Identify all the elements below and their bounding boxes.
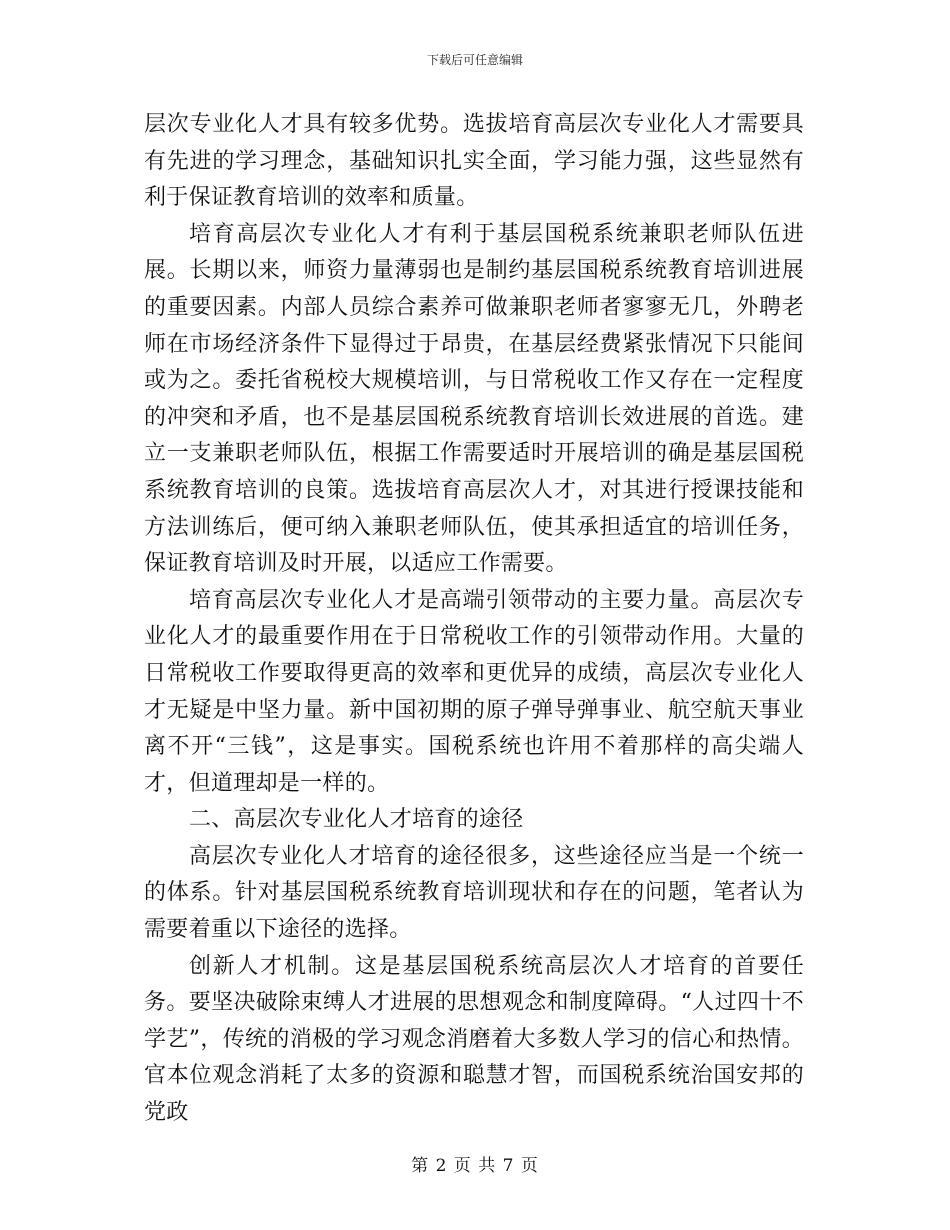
paragraph-approaches: 高层次专业化人才培育的途径很多，这些途径应当是一个统一的体系。针对基层国税系统教育培训现状和存在的问题，笔者认为需要着重以下途径的选择。 bbox=[144, 843, 804, 943]
page-number-footer: 第 2 页 共 7 页 bbox=[411, 1156, 539, 1176]
page-header-note: 下载后可任意编辑 bbox=[426, 53, 523, 67]
paragraph-teacher-team: 培育高层次专业化人才有利于基层国税系统兼职老师队伍进展。长期以来，师资力量薄弱也是制约基层国税系统教育培训进展的重要因素。内部人员综合素养可做兼职老师者寥寥无几，外聘老师在市场经济条件下显得过于昂贵，在基层经费紧张情况下只能间或为之。委托省税校大规模培训，与日常税收工作又存在一定程度的冲突和矛盾，也不是基层国税系统教育培训长效进展的首选。建立一支兼职老师队伍，根据工作需要适时开展培训的确是基层国税系统教育培训的良策。选拔培育高层次人才，对其进行授课技能和方法训练后，便可纳入兼职老师队伍，使其承担适宜的培训任务，保证教育培训及时开展，以适应工作需要。 bbox=[144, 221, 804, 577]
paragraph-continued: 层次专业化人才具有较多优势。选拔培育高层次专业化人才需要具有先进的学习理念，基础知识扎实全面，学习能力强，这些显然有利于保证教育培训的效率和质量。 bbox=[144, 112, 804, 211]
paragraph-talent-mechanism: 创新人才机制。这是基层国税系统高层次人才培育的首要任务。要坚决破除束缚人才进展的思想观念和制度障碍。“人过四十不学艺”，传统的消极的学习观念消磨着大多数人学习的信心和热情。官本位观念消耗了太多的资源和聪慧才智，而国税系统治国安邦的党政 bbox=[144, 953, 804, 1126]
section-heading: 二、高层次专业化人才培育的途径 bbox=[189, 807, 524, 833]
paragraph-leading-force: 培育高层次专业化人才是高端引领带动的主要力量。高层次专业化人才的最重要作用在于日常税收工作的引领带动作用。大量的日常税收工作要取得更高的效率和更优异的成绩，高层次专业化人才无疑是中坚力量。新中国初期的原子弹导弹事业、航空航天事业离不开“三钱”，这是事实。国税系统也许用不着那样的高尖端人才，但道理却是一样的。 bbox=[144, 587, 804, 796]
document-body bbox=[144, 107, 804, 1132]
